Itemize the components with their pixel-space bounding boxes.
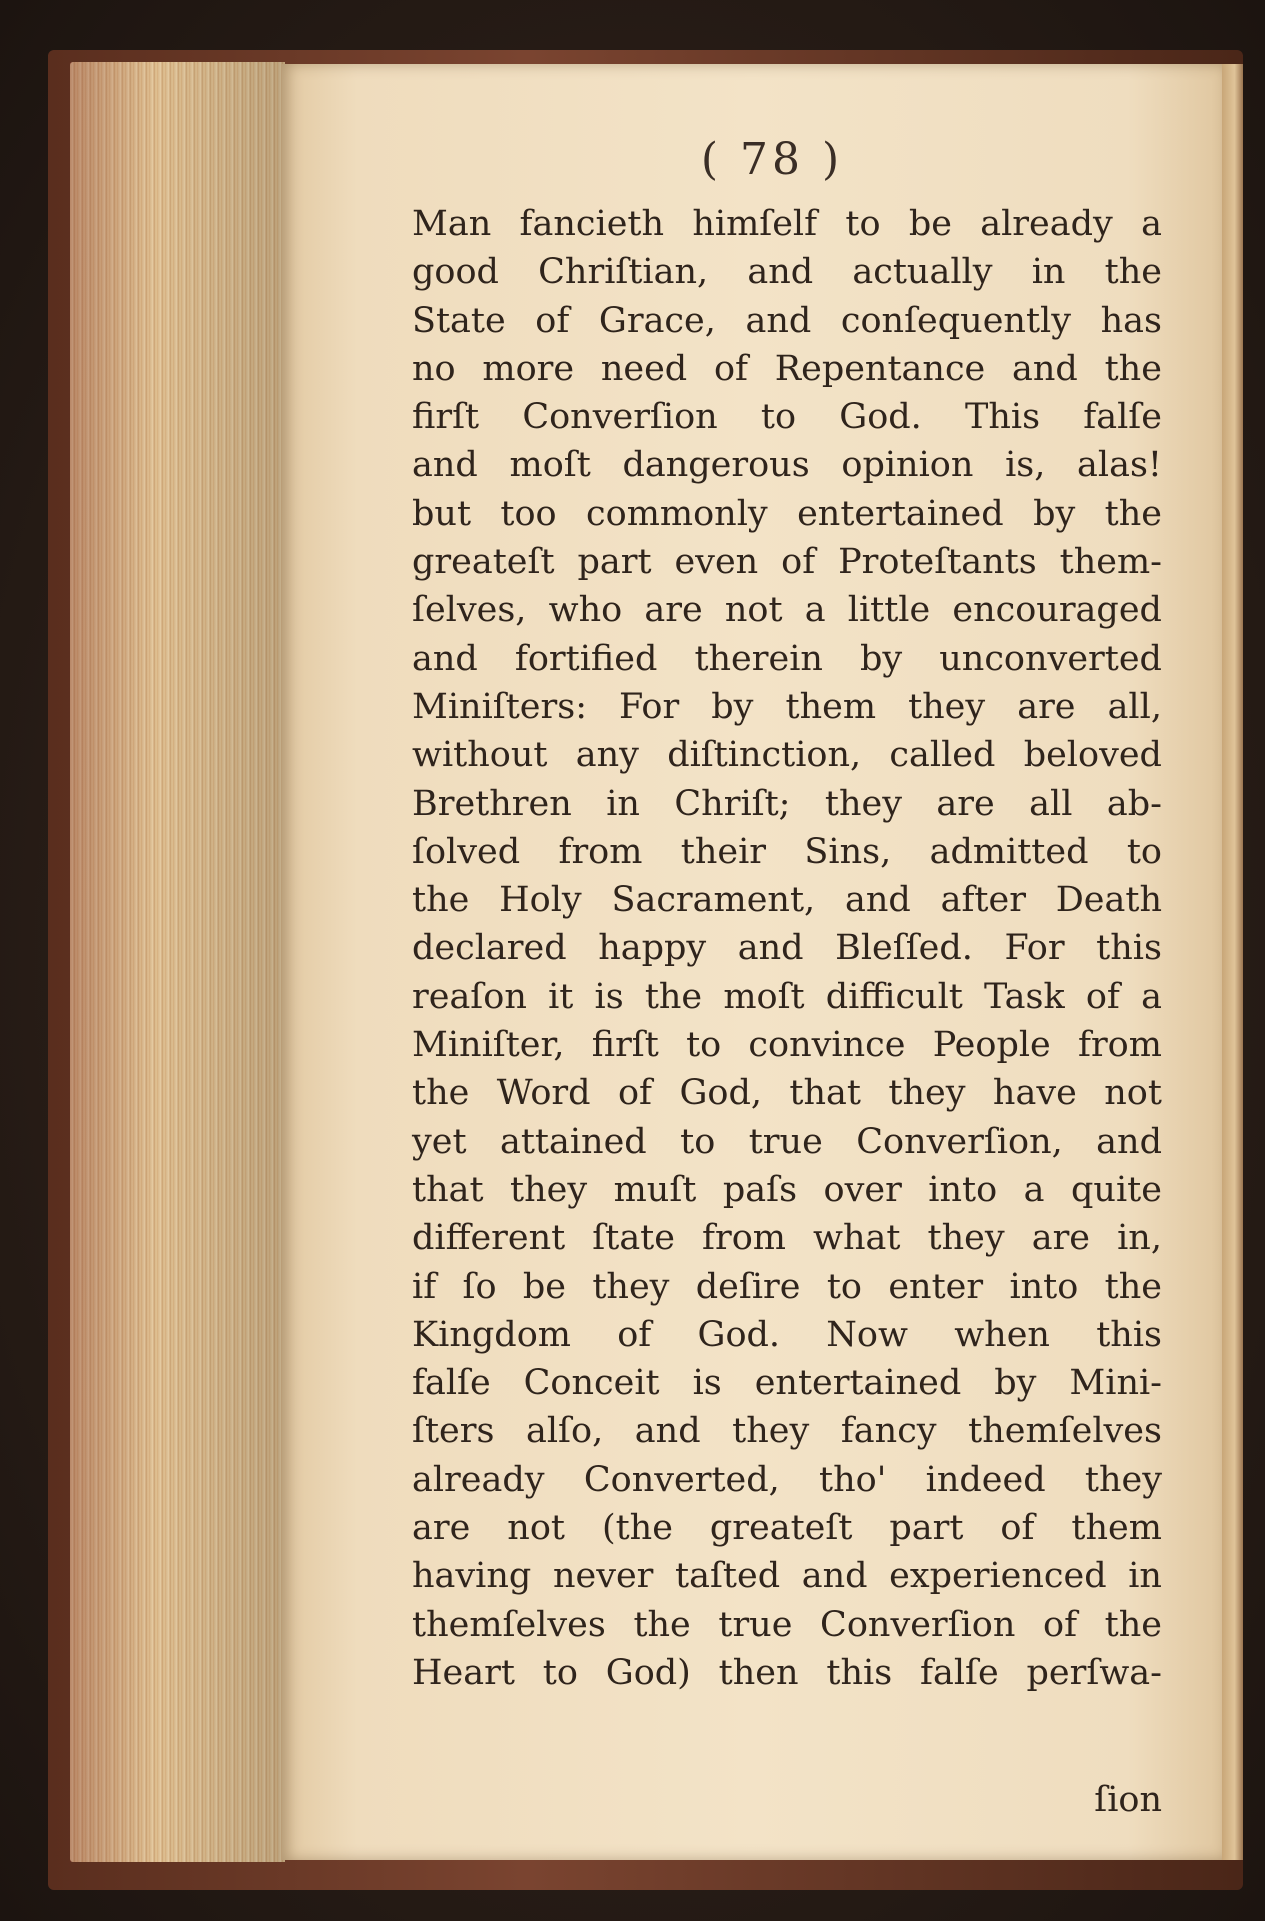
text-line: the Word of God, that they have not	[412, 1073, 1162, 1114]
catchword: ſion	[1094, 1780, 1162, 1820]
text-line: and fortified therein by unconverted	[412, 638, 1162, 679]
text-line: ſolved from their Sins, admitted to	[412, 831, 1162, 872]
text-line: that they muſt paſs over into a quite	[412, 1169, 1162, 1210]
text-line: different ſtate from what they are in,	[412, 1218, 1162, 1259]
text-line: Miniſter, firſt to convince People from	[412, 1025, 1162, 1066]
text-line: the Holy Sacrament, and after Death	[412, 880, 1162, 921]
body-text	[412, 200, 1162, 1820]
text-line: Heart to God) then this falſe perſwa-	[412, 1652, 1162, 1693]
text-line: yet attained to true Converſion, and	[412, 1121, 1162, 1162]
text-line: and moſt dangerous opinion is, alas!	[412, 445, 1162, 486]
text-line: no more need of Repentance and the	[412, 348, 1162, 389]
page-edges-shading	[70, 62, 285, 1862]
facing-page-edge	[1222, 64, 1243, 1860]
text-lines	[412, 200, 1162, 1697]
text-line: already Converted, tho' indeed they	[412, 1459, 1162, 1500]
text-line: ſters alſo, and they fancy themſelves	[412, 1411, 1162, 1452]
text-line: State of Grace, and conſequently has	[412, 300, 1162, 341]
text-line: themſelves the true Converſion of the	[412, 1604, 1162, 1645]
text-line: reaſon it is the moſt difficult Task of a	[412, 976, 1162, 1017]
text-line: good Chriſtian, and actually in the	[412, 252, 1162, 293]
text-line: Brethren in Chriſt; they are all ab-	[412, 783, 1162, 824]
text-line: Man fancieth himſelf to be already a	[412, 204, 1162, 244]
text-line: ſelves, who are not a little encouraged	[412, 590, 1162, 631]
page-number: ( 78 )	[700, 134, 844, 185]
text-line: Miniſters: For by them they are all,	[412, 686, 1162, 727]
text-line: are not (the greateſt part of them	[412, 1508, 1162, 1549]
text-line: but too commonly entertained by the	[412, 493, 1162, 534]
text-line: declared happy and Bleſſed. For this	[412, 928, 1162, 969]
book-page	[282, 64, 1222, 1860]
text-line: falſe Conceit is entertained by Mini-	[412, 1363, 1162, 1404]
text-line: firſt Converſion to God. This falſe	[412, 397, 1162, 438]
text-line: greateſt part even of Proteſtants them-	[412, 542, 1162, 583]
text-line: if ſo be they deſire to enter into the	[412, 1266, 1162, 1307]
text-line: without any diſtinction, called beloved	[412, 735, 1162, 776]
text-line: having never taſted and experienced in	[412, 1556, 1162, 1597]
text-line: Kingdom of God. Now when this	[412, 1314, 1162, 1355]
